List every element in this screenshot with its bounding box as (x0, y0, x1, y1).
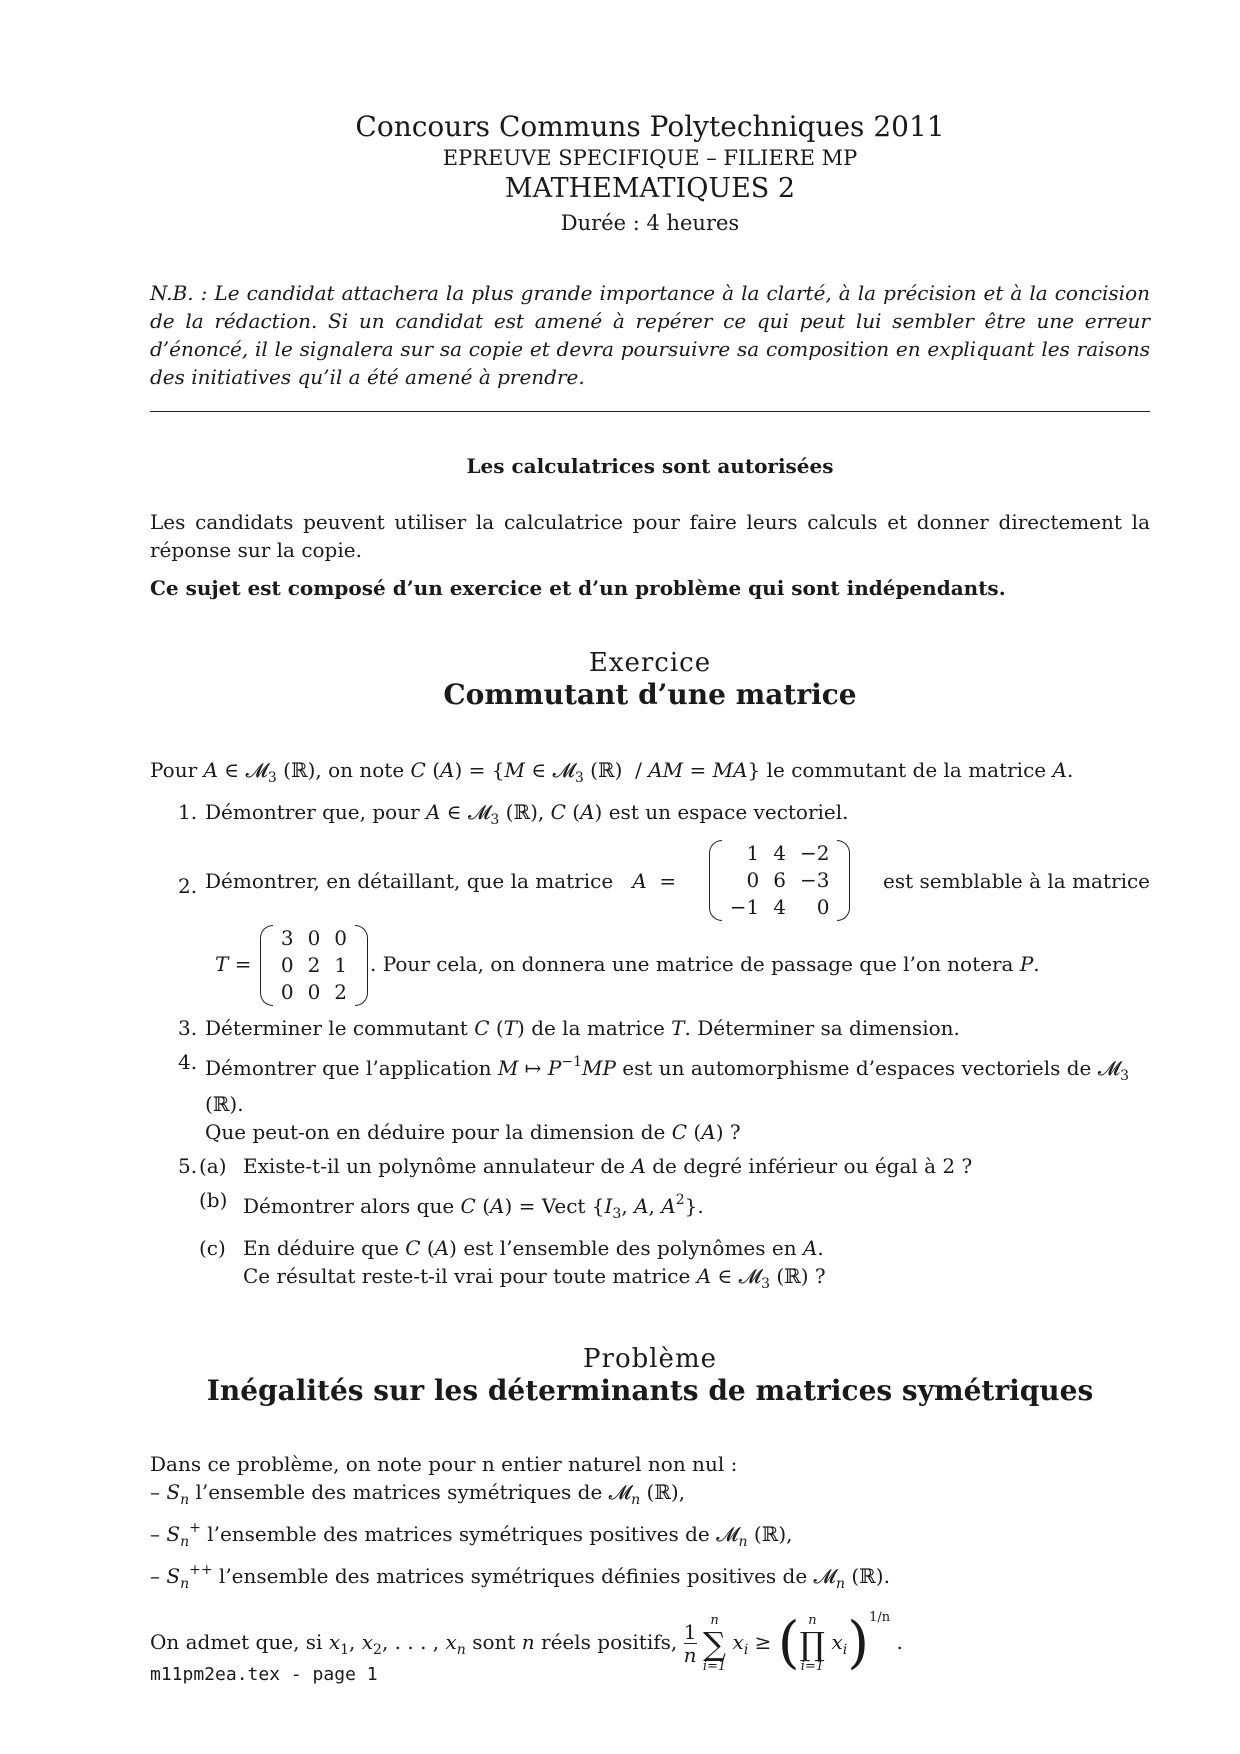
subject-title: MATHEMATIQUES 2 (504, 173, 796, 204)
page-footer: m11pm2ea.tex - page 1 (150, 1664, 378, 1685)
problem-intro: Dans ce problème, on note pour n entier naturel non nul : (150, 1452, 738, 1476)
calculators-heading: Les calculatrices sont autorisées (466, 454, 834, 478)
question-5c: (c) En déduire que C (A) est l’ensemble des polynômes en A. Ce résultat reste-t-il vrai pour toute matrice A ∈ 𝓜$_3$ (ℝ) ? (199, 1236, 826, 1292)
problem-title: Inégalités sur les déterminants de matrices symétriques (206, 1374, 1094, 1407)
question-2: 2. Démontrer, en détaillant, que la matrice A = 1 4 −2 0 6 −3 −1 4 0 est semblable à la matrice (178, 841, 1150, 919)
composition-note: Ce sujet est composé d’un exercice et d’un problème qui sont indépendants. (150, 576, 1006, 600)
exercise-intro: Pour A ∈ 𝓜$_3$ (ℝ), on note C (A) = {M ∈ 𝓜$_3$ (ℝ) / AM = MA} le commutant de la matrice A. (150, 758, 1074, 786)
question-5a: (a) Existe-t-il un polynôme annulateur de A de degré inférieur ou égal à 2 ? (199, 1154, 973, 1178)
divider (150, 411, 1150, 412)
matrix-a: 1 4 −2 0 6 −3 −1 4 0 (707, 840, 853, 921)
question-5b: (b) Démontrer alors que C (A) = Vect {$I_3$, A, $A^2$}. (199, 1188, 704, 1222)
question-1: 1. Démontrer que, pour A ∈ 𝓜$_3$ (ℝ), C (A) est un espace vectoriel. (178, 800, 849, 828)
page (150, 110, 1150, 1674)
matrix-t: 3 0 0 0 2 1 0 0 2 (258, 925, 370, 1006)
calculators-text: Les candidats peuvent utiliser la calculatrice pour faire leurs calculs et donner directement la réponse sur la copie. (150, 510, 1150, 562)
nb-notice: N.B. : Le candidat attachera la plus grande importance à la clarté, à la précision et à la concision de la rédaction. Si un candidat est amené à repérer ce qui peut lui sembler être une erreur d’énoncé, il le signalera sur sa copie et devra poursuivre sa composition en expliquant les raisons des initiatives qu’il a été amené à prendre. (150, 281, 1150, 389)
exercise-label: Exercice (588, 648, 712, 678)
def-sn-plusplus: – $S_n^{++}$ l’ensemble des matrices symétriques définies positives de 𝓜$_n$ (ℝ). (150, 1562, 890, 1592)
exercise-questions (150, 798, 1150, 1298)
question-3: 3. Déterminer le commutant C (T) de la matrice T. Déterminer sa dimension. (178, 1016, 960, 1040)
admitted-inequality: On admet que, si $x_1$, $x_2$, . . . , $x_n$ sont n réels positifs, $\frac{1}{n}$ n ∑ i=1 $x_i$ ≥ ( n ∏ i=1 $x_i)^{1/n}$ . (150, 1610, 903, 1676)
question-5: 5. (a) Existe-t-il un polynôme annulateur de A de degré inférieur ou égal à 2 ? (b) Démontrer alors que C (A) = Vect {$I_3$, A, $A^2$}. (c) En déduire que C (A) est l’ensemble des polynômes en A. Ce résultat reste-t-il vrai pour toute matrice A ∈ 𝓜$_3$ (ℝ) ? (150, 1152, 1150, 1298)
def-sn-plus: – $S_n^+$ l’ensemble des matrices symétriques positives de 𝓜$_n$ (ℝ), (150, 1520, 793, 1550)
duration: Durée : 4 heures (560, 211, 740, 235)
problem-label: Problème (583, 1344, 717, 1374)
def-sn: – $S_n$ l’ensemble des matrices symétriques de 𝓜$_n$ (ℝ), (150, 1480, 686, 1508)
question-4: 4. Démontrer que l’application M ↦ $P^{-1}MP$ est un automorphisme d’espaces vectoriels de 𝓜$_3$ (ℝ). Que peut-on en déduire pour la dimension de C (A) ? (178, 1050, 1130, 1144)
epreuve-line: EPREUVE SPECIFIQUE – FILIERE MP (442, 146, 858, 170)
exercise-title: Commutant d’une matrice (443, 678, 857, 711)
contest-title: Concours Communs Polytechniques 2011 (355, 110, 945, 143)
question-2-cont: T = 3 0 0 0 2 1 0 0 2 . Pour cela, on donnera une matrice de passage que l’on notera P. (215, 926, 1040, 1004)
